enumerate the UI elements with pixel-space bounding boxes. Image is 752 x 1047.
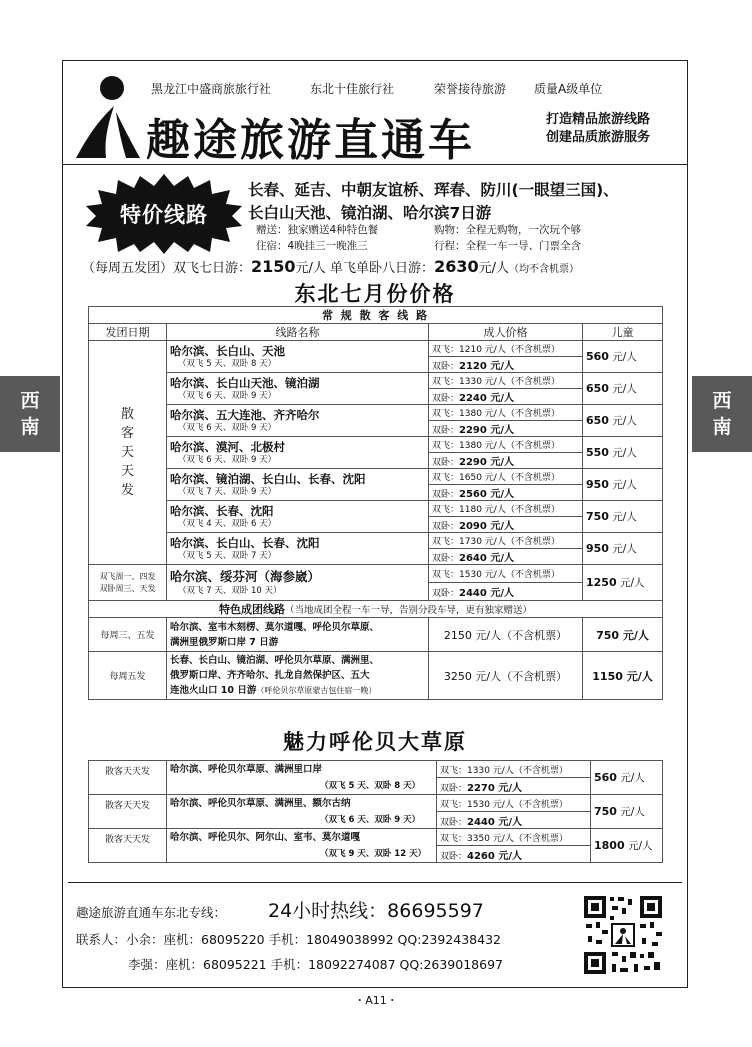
fly-label: 双飞： [440,833,468,844]
child-price-unit: 元/人 [608,447,637,459]
company-1: 黑龙江中盛商旅旅行社 [151,82,272,96]
group-route-line: 满洲里俄罗斯口岸 7 日游 [170,636,279,648]
promo-price-prefix: （每周五发团）双飞七日游： [82,261,252,276]
group-route-line: 俄罗斯口岸、齐齐哈尔、扎龙自然保护区、五大 [170,670,370,681]
sleep-label: 双卧： [432,458,460,468]
fly-price: 1530 元/人（不含机票） [467,799,568,810]
route-days: （双飞 7 天、双卧 10 天） [178,586,282,596]
promo-price-1: 2150 [251,257,296,276]
sleep-price: 2640 元/人 [459,553,514,564]
promo-gift: 赠送：独家赠送4种特色餐 [256,224,379,236]
promo-price-2: 2630 [434,257,479,276]
child-price-num: 560 [594,771,617,784]
child-price [591,829,663,863]
table-header-row [89,324,663,341]
child-price-num: 950 [586,478,609,491]
child-price-unit: 元/人 [608,543,637,555]
company-4: 质量A级单位 [534,82,603,96]
sleep-label: 双卧： [432,490,460,500]
group-route [167,652,429,700]
table-row [89,341,663,357]
price-sleep [429,517,583,533]
child-price-num: 1250 [586,576,617,589]
fly-label: 双飞： [432,409,460,419]
route-name: 哈尔滨、长春、沈阳 [170,503,274,518]
child-price-num: 750 [594,805,617,818]
table-section-row [89,307,663,324]
grass-date: 散客天天发 [89,829,167,863]
fly-label: 双飞： [440,799,468,810]
grass-route-name: 哈尔滨、呼伦贝尔草原、满洲里口岸 [170,763,323,775]
route-days: （双飞 5 天、双卧 8 天） [178,358,277,369]
child-price-unit: 元/人 [608,351,637,363]
grass-date: 散客天天发 [89,761,167,795]
fly-price: 1530 元/人（不含机票） [459,570,560,580]
group-child-price: 1150 元/人 [583,652,663,700]
table-row [89,565,663,583]
sleep-price: 2290 元/人 [459,425,514,436]
fly-price: 1180 元/人（不含机票） [459,505,560,515]
grass-route-days: （双飞 5 天、双卧 8 天） [320,780,421,791]
table-row [89,829,663,846]
daily-date-cell [89,341,167,565]
side-tab-right [692,376,752,452]
daily-label: 散客天天发 [120,407,134,498]
grass-date: 散客天天发 [89,795,167,829]
section-title: 常 规 散 客 线 路 [89,307,663,324]
route-days: （双飞 6 天、双卧 9 天） [178,422,277,433]
route-name: 哈尔滨、长白山、长春、沈阳 [170,535,320,550]
child-price [583,501,663,533]
promo-price-note: （均不含机票） [508,264,579,275]
fly-label: 双飞： [432,377,460,387]
child-price-unit: 元/人 [616,806,645,818]
footer-hotline: 24小时热线：86695597 [268,900,484,922]
fly-label: 双飞： [432,345,460,355]
price-fly [437,761,591,778]
promo-price-mid: 元/人 单飞单卧八日游： [295,261,435,276]
fly-label: 双飞： [432,441,460,451]
fly-label: 双飞： [440,765,468,776]
promo-itinerary: 行程：全程一车一导、门票全含 [434,240,581,252]
header-child: 儿童 [583,324,663,341]
promo-badge-text: 特价线路 [120,203,208,227]
route-cell [167,501,429,533]
promo-price-suffix: 元/人 [478,261,509,276]
sleep-label: 双卧： [440,783,468,794]
fly-label: 双飞： [432,473,460,483]
grass-route [167,795,437,829]
table-row [89,373,663,389]
price-sleep [429,389,583,405]
company-2: 东北十佳旅行社 [310,82,395,96]
sleep-label: 双卧： [432,589,460,599]
slogan-2: 创建品质旅游服务 [546,130,651,145]
fly-price: 1330 元/人（不含机票） [459,377,560,387]
sleep-price: 2560 元/人 [459,489,514,500]
special-date-2: 双卧周三、天发 [99,583,156,593]
grass-route-days: （双飞 6 天、双卧 9 天） [320,814,421,825]
child-price [583,405,663,437]
sleep-price: 2240 元/人 [459,393,514,404]
price-sleep [429,421,583,437]
fly-price: 1650 元/人（不含机票） [459,473,560,483]
child-price-unit: 元/人 [624,840,653,852]
sleep-label: 双卧： [440,851,468,862]
grass-route [167,761,437,795]
table-row [89,533,663,549]
july-price-table [88,306,663,700]
header-date: 发团日期 [89,324,167,341]
table-row [89,652,663,700]
price-fly [437,795,591,812]
sleep-label: 双卧： [440,817,468,828]
table-row [89,405,663,421]
child-price [583,533,663,565]
group-date: 每周五发 [89,652,167,700]
route-cell [167,373,429,405]
child-price-unit: 元/人 [608,479,637,491]
price-sleep [429,583,583,601]
price-sleep [437,778,591,795]
route-cell [167,469,429,501]
fly-label: 双飞： [432,570,460,580]
fly-price: 1380 元/人（不含机票） [459,441,560,451]
price-sleep [429,357,583,373]
table-row [89,795,663,812]
promo-route-line1: 长春、延吉、中朝友谊桥、珲春、防川(一眼望三国)、 [248,181,619,199]
price-fly [429,341,583,357]
promo-lodging: 住宿：4晚挂三一晚准三 [256,240,368,252]
sleep-label: 双卧： [432,554,460,564]
price-fly [429,565,583,583]
group-child-price: 750 元/人 [583,618,663,652]
slogan-1: 打造精品旅游线路 [546,112,651,127]
footer-divider [68,882,682,883]
child-price-num: 950 [586,542,609,555]
fly-label: 双飞： [432,505,460,515]
footer-contact-1: 联系人：小余：座机：68095220 手机：18049038992 QQ:2392438432 [76,932,501,947]
group-title: 特色成团线路 [219,603,285,616]
route-cell [167,405,429,437]
route-name: 哈尔滨、长白山、天池 [170,343,285,358]
child-price-num: 650 [586,382,609,395]
side-char: 南 [712,416,732,438]
table-row [89,501,663,517]
sleep-price: 2270 元/人 [467,782,522,794]
price-fly [429,533,583,549]
grass-route-days: （双飞 9 天、双卧 12 天） [320,848,427,859]
price-sleep [429,485,583,501]
route-name: 哈尔滨、五大连池、齐齐哈尔 [170,407,320,422]
sleep-label: 双卧： [432,394,460,404]
child-price-num: 560 [586,350,609,363]
table-row [89,761,663,778]
sleep-price: 2290 元/人 [459,457,514,468]
child-price-unit: 元/人 [608,511,637,523]
child-price [583,373,663,405]
special-date-1: 双飞周一、四发 [99,571,156,581]
price-fly [437,829,591,846]
fly-price: 3350 元/人（不含机票） [467,833,568,844]
child-price [591,761,663,795]
route-cell [167,341,429,373]
sleep-label: 双卧： [432,426,460,436]
child-price [583,469,663,501]
promo-shopping: 购物：全程无购物，一次玩个够 [434,224,581,236]
promo-badge [84,172,244,254]
child-price [591,795,663,829]
child-price-num: 1800 [594,839,625,852]
route-days: （双飞 4 天、双卧 6 天） [178,518,277,529]
child-price [583,437,663,469]
group-title-row [89,601,663,618]
table-row [89,437,663,453]
grassland-price-table [88,760,663,863]
child-price-num: 550 [586,446,609,459]
fly-price: 1330 元/人（不含机票） [467,765,568,776]
grassland-title: 魅力呼伦贝大草原 [283,730,467,754]
child-price-unit: 元/人 [616,577,645,589]
route-name: 哈尔滨、镜泊湖、长白山、长春、沈阳 [170,471,366,486]
route-name: 哈尔滨、绥芬河（海参崴） [170,569,321,584]
fly-price: 1730 元/人（不含机票） [459,537,560,547]
footer-line-name: 趣途旅游直通车东北专线： [76,905,227,920]
price-sleep [437,846,591,863]
sleep-price: 2440 元/人 [467,816,522,828]
qr-code-icon [582,894,664,976]
brand-logo-icon [70,66,144,162]
header-divider [62,164,688,165]
grass-route-name: 哈尔滨、呼伦贝尔、阿尔山、室韦、莫尔道嘎 [170,831,361,843]
side-tab-left [0,376,60,452]
page-number: ・A11・ [354,994,398,1007]
company-3: 荣誉接待旅游 [434,82,507,96]
child-price-num: 650 [586,414,609,427]
sleep-price: 4260 元/人 [467,850,522,862]
sleep-price: 2440 元/人 [459,588,514,599]
route-days: （双飞 5 天、双卧 7 天） [178,550,277,561]
route-days: （双飞 6 天、双卧 9 天） [178,454,277,465]
promo-route-line2: 长白山天池、镜泊湖、哈尔滨7日游 [248,204,492,222]
header-adult: 成人价格 [429,324,583,341]
group-route-line: 连池火山口 10 日游 [170,685,257,696]
grass-route-name: 哈尔滨、呼伦贝尔草原、满洲里、额尔古纳 [170,797,351,809]
group-route-note: （呼伦贝尔草原蒙古包住宿一晚） [256,686,377,695]
route-cell [167,437,429,469]
side-char: 南 [20,416,40,438]
side-char: 西 [20,390,40,412]
child-price-num: 750 [586,510,609,523]
price-sleep [429,549,583,565]
child-price-unit: 元/人 [616,772,645,784]
group-note: （当地成团全程一车一导，告别分段车导，更有独家赠送） [285,605,533,616]
group-title-cell [89,601,663,618]
sleep-price: 2120 元/人 [459,361,514,372]
footer-contact-2: 李强：座机：68095221 手机：18092274087 QQ:2639018697 [128,957,503,972]
group-adult-price: 2150 元/人（不含机票） [429,618,583,652]
child-price [583,565,663,601]
price-sleep [429,453,583,469]
sleep-label: 双卧： [432,522,460,532]
group-date: 每周三、五发 [89,618,167,652]
price-fly [429,405,583,421]
group-adult-price: 3250 元/人（不含机票） [429,652,583,700]
side-char: 西 [712,390,732,412]
fly-price: 1380 元/人（不含机票） [459,409,560,419]
group-route [167,618,429,652]
price-fly [429,501,583,517]
route-cell [167,533,429,565]
sleep-label: 双卧： [432,362,460,372]
special-date-cell [89,565,167,601]
grass-route [167,829,437,863]
price-fly [429,469,583,485]
child-price-unit: 元/人 [608,415,637,427]
header-route: 线路名称 [167,324,429,341]
route-days: （双飞 6 天、双卧 9 天） [178,390,277,401]
route-name: 哈尔滨、长白山天池、镜泊湖 [170,375,320,390]
child-price [583,341,663,373]
table-row [89,469,663,485]
route-name: 哈尔滨、漠河、北极村 [170,439,285,454]
route-cell [167,565,429,601]
child-price-unit: 元/人 [608,383,637,395]
group-route-line: 长春、长白山、镜泊湖、呼伦贝尔草原、满洲里、 [170,655,380,666]
table-row [89,618,663,652]
price-fly [429,437,583,453]
fly-label: 双飞： [432,537,460,547]
sleep-price: 2090 元/人 [459,521,514,532]
price-sleep [437,812,591,829]
july-title: 东北七月份价格 [294,282,456,306]
brand-title: 趣途旅游直通车 [146,115,475,166]
promo-price-line [82,257,579,276]
group-route-line: 哈尔滨、室韦木刻楞、莫尔道嘎、呼伦贝尔草原、 [170,621,380,633]
fly-price: 1210 元/人（不含机票） [459,345,560,355]
route-days: （双飞 7 天、双卧 9 天） [178,486,277,497]
price-fly [429,373,583,389]
